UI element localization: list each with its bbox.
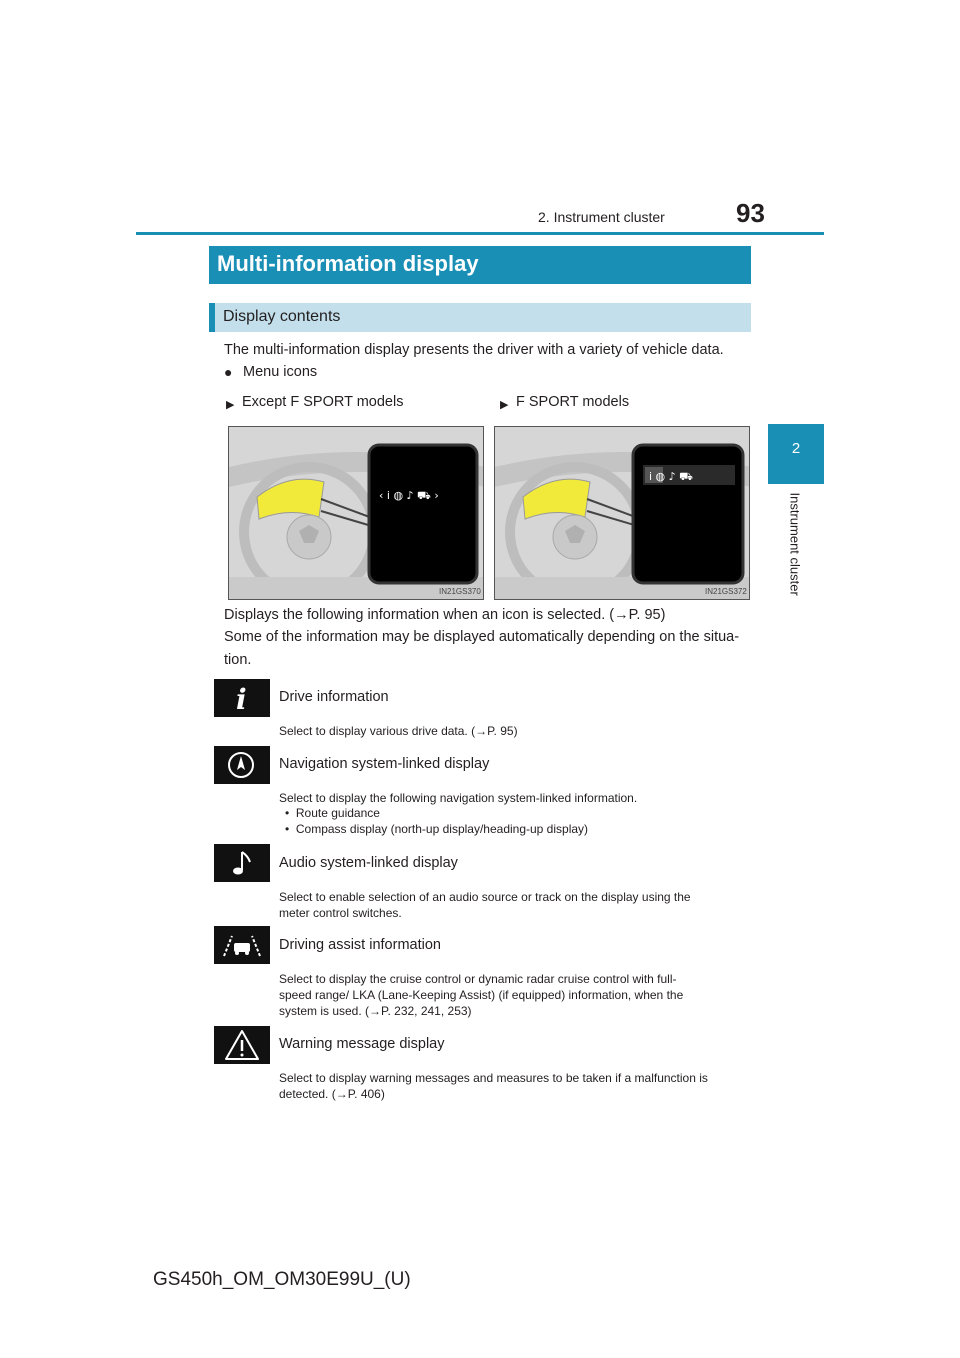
svg-text:i ◍ ♪ ⛟: i ◍ ♪ ⛟	[649, 470, 694, 483]
navigation-icon	[214, 746, 270, 784]
figure-f-sport	[494, 426, 750, 600]
item-description: detected. (→P. 406)	[279, 1087, 385, 1101]
footer-manual-code: GS450h_OM_OM30E99U_(U)	[153, 1269, 411, 1290]
item-description: meter control switches.	[279, 906, 402, 920]
header-rule	[136, 232, 824, 235]
figure-caption-left: Except F SPORT models	[242, 394, 404, 410]
item-title: Audio system-linked display	[279, 855, 458, 871]
figure-code: IN21GS372	[705, 587, 747, 596]
figure-description-line: tion.	[224, 652, 252, 668]
item-description: Select to display the following navigation system-linked information.	[279, 791, 638, 805]
info-i-icon	[214, 679, 270, 717]
item-description: Select to enable selection of an audio source or track on the display using the	[279, 890, 691, 904]
item-description: system is used. (→P. 232, 241, 253)	[279, 1004, 472, 1018]
figure-description-line: Some of the information may be displayed automatically depending on the situa-	[224, 629, 740, 645]
dashboard-illustration-right	[495, 427, 750, 600]
item-description: Select to display the cruise control or dynamic radar cruise control with full-	[279, 972, 677, 986]
item-description: speed range/ LKA (Lane-Keeping Assist) (if equipped) information, when the	[279, 988, 684, 1002]
item-title: Drive information	[279, 689, 389, 705]
music-note-icon	[214, 844, 270, 882]
item-description: Select to display various drive data. (→P. 95)	[279, 724, 518, 738]
side-tab-chapter-number: 2	[768, 424, 824, 484]
svg-text:i: i	[236, 683, 247, 716]
chapter-title: 2. Instrument cluster	[538, 209, 665, 225]
item-description: Select to display warning messages and measures to be taken if a malfunction is	[279, 1071, 708, 1085]
triangle-right-icon: ▶	[226, 399, 235, 411]
page-number: 93	[736, 198, 765, 228]
bullet-menu-icons: Menu icons	[243, 364, 318, 380]
figure-code: IN21GS370	[439, 587, 481, 596]
section-title: Multi-information display	[217, 251, 479, 276]
figure-caption-right: F SPORT models	[516, 394, 630, 410]
list-item: • Compass display (north-up display/heading-up display)	[285, 822, 589, 836]
intro-text: The multi-information display presents the driver with a variety of vehicle data.	[224, 342, 724, 358]
figure-description-line: Displays the following information when an icon is selected. (→P. 95)	[224, 607, 666, 623]
item-title: Driving assist information	[279, 937, 441, 953]
item-title: Warning message display	[279, 1036, 445, 1052]
driving-assist-icon	[214, 926, 270, 964]
dashboard-illustration-left	[229, 427, 484, 600]
triangle-right-icon: ▶	[500, 399, 509, 411]
warning-triangle-icon	[214, 1026, 270, 1064]
side-tab-label: Instrument cluster	[787, 492, 803, 596]
item-title: Navigation system-linked display	[279, 756, 490, 772]
figure-except-f-sport	[228, 426, 484, 600]
svg-text:‹ i ◍ ♪ ⛟ ›: ‹ i ◍ ♪ ⛟ ›	[379, 489, 439, 502]
list-item: • Route guidance	[285, 806, 380, 820]
bullet-dot-icon: ●	[224, 364, 233, 380]
subsection-title: Display contents	[223, 308, 341, 325]
